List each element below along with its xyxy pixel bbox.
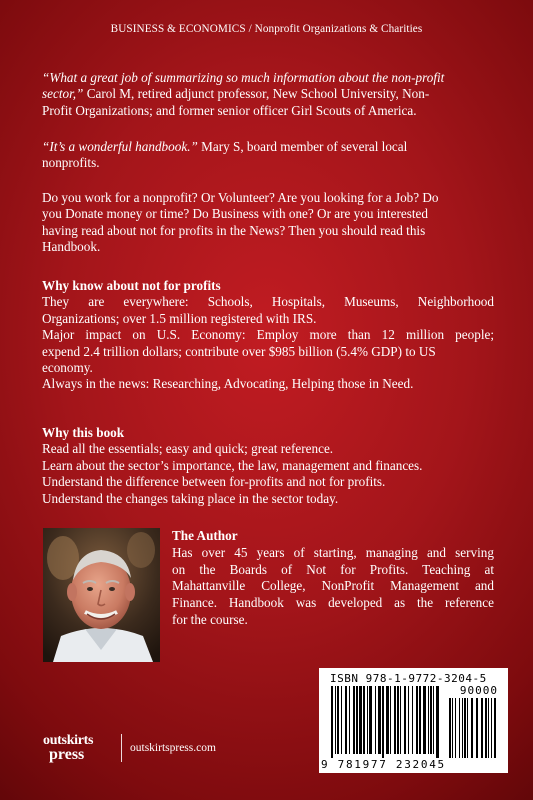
author-bio-line: on the Boards of Not for Profits. Teaching at <box>172 561 494 577</box>
why-book-line: Learn about the sector’s importance, the law, management and finances. <box>42 457 423 473</box>
barcode-bar <box>433 686 434 754</box>
barcode-bar <box>356 686 358 754</box>
barcode-addon-bar <box>481 698 483 758</box>
barcode-addon-bar <box>452 698 453 758</box>
why-book-section <box>42 425 494 507</box>
intro-line: having read about not for profits in the News? Then you should read this <box>42 222 426 238</box>
why-know-section <box>42 278 494 393</box>
barcode-bar <box>363 686 365 754</box>
barcode-addon-bar <box>455 698 456 758</box>
barcode-bar <box>349 686 350 754</box>
why-know-line: Always in the news: Researching, Advocating, Helping those in Need. <box>42 376 414 392</box>
why-book-line: Understand the difference between for-profits and not for profits. <box>42 474 386 490</box>
author-heading: The Author <box>172 528 238 543</box>
barcode-addon-bar <box>485 698 487 758</box>
review-quote-2 <box>42 139 494 172</box>
barcode-addon-bar <box>449 698 451 758</box>
why-know-line: Organizations; over 1.5 million registered with IRS. <box>42 310 317 326</box>
isbn-text: ISBN 978-1-9772-3204-5 <box>330 672 487 685</box>
barcode-bar <box>400 686 401 754</box>
why-book-line: Understand the changes taking place in the sector today. <box>42 490 339 506</box>
review-quote-2-attribution-cont: nonprofits. <box>42 155 100 171</box>
barcode-bar <box>367 686 368 754</box>
intro-line: Do you work for a nonprofit? Or Volunteer? Are you looking for a Job? Do <box>42 190 439 205</box>
barcode-bar <box>430 686 432 754</box>
barcode-bar <box>436 686 439 758</box>
review-quote-1-text: “What a great job of summarizing so much information about the non-profit <box>42 70 445 85</box>
review-quote-1-attribution-cont: Profit Organizations; and former senior officer Girl Scouts of America. <box>42 102 417 118</box>
barcode-bar <box>353 686 355 754</box>
why-book-heading: Why this book <box>42 425 125 440</box>
publisher-divider <box>121 734 122 762</box>
review-quote-1-attribution: Carol M, retired adjunct professor, New School University, Non- <box>83 86 430 102</box>
barcode-bar <box>345 686 347 754</box>
barcode-bar <box>416 686 418 754</box>
barcode-bar <box>331 686 333 758</box>
barcode-bar <box>378 686 381 754</box>
barcode-addon-bar <box>471 698 473 758</box>
why-know-line: Major impact on U.S. Economy: Employ more than 12 million people; <box>42 327 494 343</box>
barcode-bar <box>386 686 389 754</box>
intro-line: you Donate money or time? Do Business with one? Or are you interested <box>42 206 429 222</box>
barcode-addon-bar <box>462 698 463 758</box>
author-portrait-image <box>43 528 160 662</box>
barcode-bar <box>394 686 396 754</box>
barcode-addon-bar <box>494 698 496 758</box>
why-know-line: They are everywhere: Schools, Hospitals, Museums, Neighborhood <box>42 294 494 310</box>
barcode-digits: 9 781977 232045 <box>321 758 446 771</box>
barcode-bar <box>419 686 421 754</box>
barcode-bar <box>423 686 426 754</box>
publisher-url: outskirtspress.com <box>130 742 216 754</box>
review-quote-1-text-end: sector,” <box>42 86 84 102</box>
barcode-bar <box>404 686 406 754</box>
why-know-line: economy. <box>42 360 93 376</box>
barcode-addon-bar <box>467 698 468 758</box>
why-know-heading: Why know about not for profits <box>42 278 221 293</box>
review-quote-2-text: “It’s a wonderful handbook.” <box>42 139 198 154</box>
author-section <box>172 528 494 629</box>
barcode-bar <box>359 686 362 754</box>
barcode-bar <box>369 686 372 754</box>
barcode-bar <box>428 686 429 754</box>
publisher-logo-word1: outskirts <box>43 733 94 748</box>
publisher-logo-word2: press <box>49 746 85 763</box>
price-addon-text: 90000 <box>459 684 498 697</box>
author-bio-line: Finance. Handbook was developed as the reference <box>172 595 494 611</box>
publisher-logo <box>43 733 113 767</box>
book-category: BUSINESS & ECONOMICS / Nonprofit Organizations & Charities <box>110 23 423 35</box>
intro-line: Handbook. <box>42 239 101 255</box>
why-book-line: Read all the essentials; easy and quick; great reference. <box>42 441 334 457</box>
author-bio-line: Mahattanville College, NonProfit Management and <box>172 578 494 594</box>
barcode-addon-bar <box>488 698 489 758</box>
barcode-bar <box>382 686 384 758</box>
barcode-bar <box>397 686 399 754</box>
barcode-bar <box>412 686 413 754</box>
intro-paragraph <box>42 190 494 256</box>
isbn-barcode <box>319 668 508 773</box>
barcode-bar <box>335 686 336 754</box>
barcode-addon-bar <box>491 698 492 758</box>
author-photo <box>43 528 160 662</box>
barcode-bar <box>390 686 391 754</box>
barcode-addon-bar <box>464 698 466 758</box>
barcode-bar <box>375 686 376 754</box>
barcode-bar <box>408 686 409 754</box>
author-bio-line: for the course. <box>172 611 248 627</box>
barcode-addon-bar <box>459 698 460 758</box>
review-quote-1 <box>42 70 494 119</box>
review-quote-2-attribution: Mary S, board member of several local <box>197 139 408 154</box>
barcode-bar <box>337 686 339 754</box>
barcode-addon-bar <box>476 698 478 758</box>
barcode-bar <box>341 686 342 754</box>
why-know-line: expend 2.4 trillion dollars; contribute over $985 billion (5.4% GDP) to US <box>42 343 436 359</box>
author-bio-line: Has over 45 years of starting, managing and serving <box>172 544 494 560</box>
